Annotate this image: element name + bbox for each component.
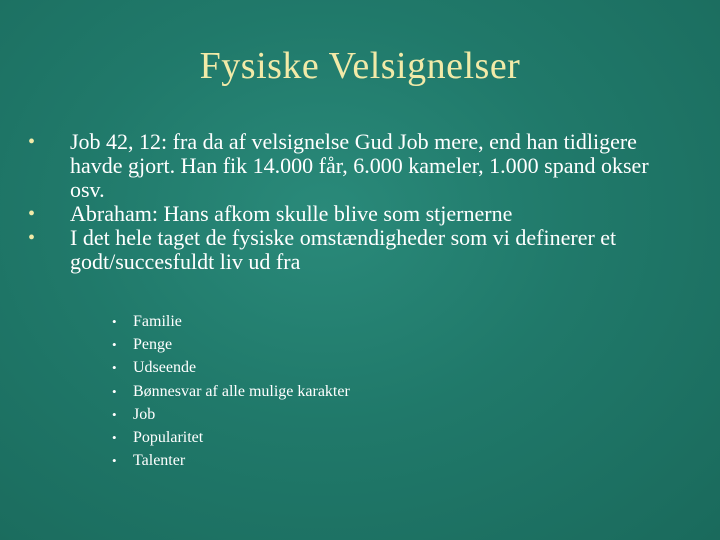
bullet-icon: • xyxy=(112,430,117,446)
sub-bullet-item xyxy=(112,333,350,356)
sub-bullet-list xyxy=(112,310,350,472)
bullet-item xyxy=(28,130,688,202)
slide-title: Fysiske Velsignelser xyxy=(199,45,521,87)
bullet-icon: • xyxy=(112,383,117,399)
bullet-text: Abraham: Hans afkom skulle blive som stjernerne xyxy=(70,201,513,226)
bullet-text: Job 42, 12: fra da af velsignelse Gud Job mere, end han tidligere havde gjort. Han fik 14.000 får, 6.000 kameler, 1.000 spand okser osv. xyxy=(70,129,649,202)
sub-bullet-text: Penge xyxy=(133,336,173,354)
bullet-icon: • xyxy=(28,227,36,249)
bullet-list xyxy=(28,130,688,274)
sub-bullet-item xyxy=(112,449,350,472)
bullet-icon: • xyxy=(112,337,117,353)
bullet-icon: • xyxy=(112,360,117,376)
sub-bullet-item xyxy=(112,310,350,333)
bullet-icon: • xyxy=(112,406,117,422)
sub-bullet-item xyxy=(112,403,350,426)
bullet-icon: • xyxy=(28,131,36,153)
bullet-item xyxy=(28,202,688,226)
sub-bullet-text: Popularitet xyxy=(133,429,204,447)
bullet-icon: • xyxy=(28,203,36,225)
sub-bullet-text: Bønnesvar af alle mulige karakter xyxy=(133,382,350,400)
sub-bullet-text: Udseende xyxy=(133,359,197,377)
sub-bullet-item xyxy=(112,426,350,449)
bullet-item xyxy=(28,226,688,274)
sub-bullet-item xyxy=(112,356,350,379)
bullet-text: I det hele taget de fysiske omstændigheder som vi definerer et godt/succesfuldt liv ud fra xyxy=(70,225,617,274)
sub-bullet-item xyxy=(112,380,350,403)
sub-bullet-text: Job xyxy=(133,405,156,423)
bullet-icon: • xyxy=(112,453,117,469)
bullet-icon: • xyxy=(112,314,117,329)
sub-bullet-text: Talenter xyxy=(133,452,186,470)
sub-bullet-text: Familie xyxy=(133,313,182,330)
